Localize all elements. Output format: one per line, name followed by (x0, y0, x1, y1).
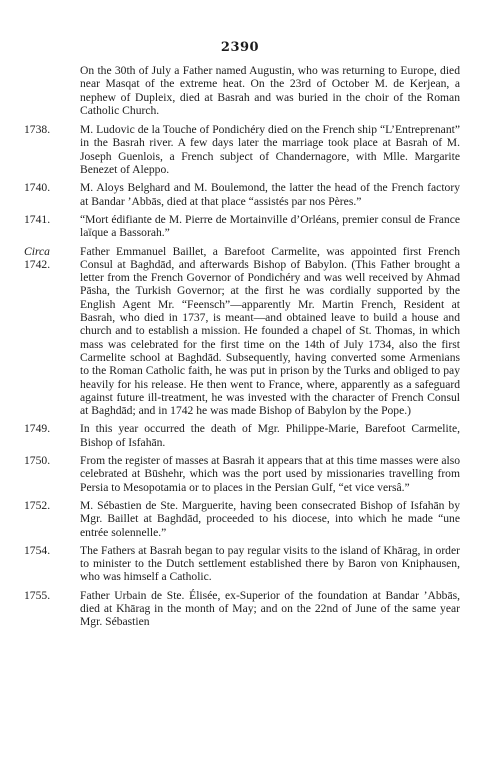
entry-text: On the 30th of July a Father named Augustin, who was returning to Europe, died near Masqat of the extreme heat. On the 23rd of October M. de Kerjean, a nephew of Dupleix, died at Basrah and was buried in the choir of the Roman Catholic Church. (80, 64, 460, 117)
entry-text: The Fathers at Basrah began to pay regular visits to the island of Khārag, in order to minister to the Dutch settlement established there by Baron von Kniphausen, who was himself a Catholic. (80, 543, 460, 584)
entry-year-block (24, 245, 78, 272)
entry-year: 1750. (24, 454, 51, 468)
entry-text: In this year occurred the death of Mgr. Philippe-Marie, Barefoot Carmelite, Bishop of Isfahān. (80, 422, 460, 449)
chronology-entry (24, 498, 460, 539)
entry-year: 1742. (24, 257, 51, 271)
chronology-entry (24, 244, 460, 418)
entry-text: Father Urbain de Ste. Élisée, ex-Superior of the foundation at Bandar ’Abbās, died at Khārag in the month of May; and on the 22nd of June of the same year Mgr. Sébastien (80, 588, 460, 629)
chronology-entry (24, 181, 460, 208)
page-number: 2390 (220, 40, 260, 55)
entry-year: 1755. (24, 588, 51, 602)
entry-text: M. Ludovic de la Touche of Pondichéry died on the French ship “L’Entreprenant” in the Basrah river. A few days later the marriage took place at Basrah of M. Joseph Guenlois, a French subject of Chandernagore, with Mlle. Margarite Benezet of Aleppo. (80, 123, 460, 177)
entry-text: M. Sébastien de Ste. Marguerite, having been consecrated Bishop of Isfahān by Mgr. Baillet at Baghdād, proceeded to his diocese, into which he made “une entrée solennelle.” (80, 498, 460, 539)
entry-year: 1754. (24, 543, 51, 557)
entry-text: “Mort édifiante de M. Pierre de Mortainville d’Orléans, premier consul de France laïque a Bassorah.” (80, 212, 460, 240)
chronology-entry (48, 64, 460, 117)
entry-text: From the register of masses at Basrah it appears that at this time masses were also celebrated at Būshehr, which was the port used by missionaries travelling from Persia to Mesopotamia or to places in the Persian Gulf, “et vice versâ.” (80, 454, 460, 494)
entry-year: 1740. (24, 181, 51, 195)
chronology-entry (24, 543, 460, 584)
entry-year: 1749. (24, 422, 51, 436)
entry-year: 1738. (24, 123, 51, 137)
chronology-body (24, 64, 460, 634)
entry-text: Father Emmanuel Baillet, a Barefoot Carmelite, was appointed first French Consul at Baghdād, and afterwards Bishop of Babylon. (This Father brought a letter from the French Governor of Pondichéry and was well received by Ahmad Pāsha, the Turkish Governor; at the first he was cordially supported by the English Agent Mr. “Feensch”—apparently Mr. Martin French, Resident at Basrah, who died in 1737, is meant—and obtained leave to build a house and church and to establish a mission. He founded a chapel of St. Thomas, in which mass was celebrated for the first time on the 14th of July 1734, also the first Carmelite school at Baghdād. Subsequently, having converted some Armenians to the Roman Catholic faith, he was put in prison by the Turks and obliged to pay heavily for his release. He then went to France, where, apparently as a safeguard against future ill-treatment, he was invested with the character of French Consul at Baghdād; and in 1742 he was made Bishop of Babylon by the Pope.) (80, 244, 460, 418)
chronology-entry (24, 422, 460, 449)
chronology-entry (24, 212, 460, 240)
chronology-entry (24, 123, 460, 177)
entry-year: 1741. (24, 212, 51, 226)
entry-text: M. Aloys Belghard and M. Boulemond, the latter the head of the French factory at Bandar ’Abbās, died at that place “assistés par nos Pères.” (80, 181, 460, 208)
entry-year: 1752. (24, 498, 51, 512)
entry-circa-label: Circa (24, 244, 50, 258)
chronology-entry (24, 588, 460, 629)
chronology-entry (24, 454, 460, 494)
